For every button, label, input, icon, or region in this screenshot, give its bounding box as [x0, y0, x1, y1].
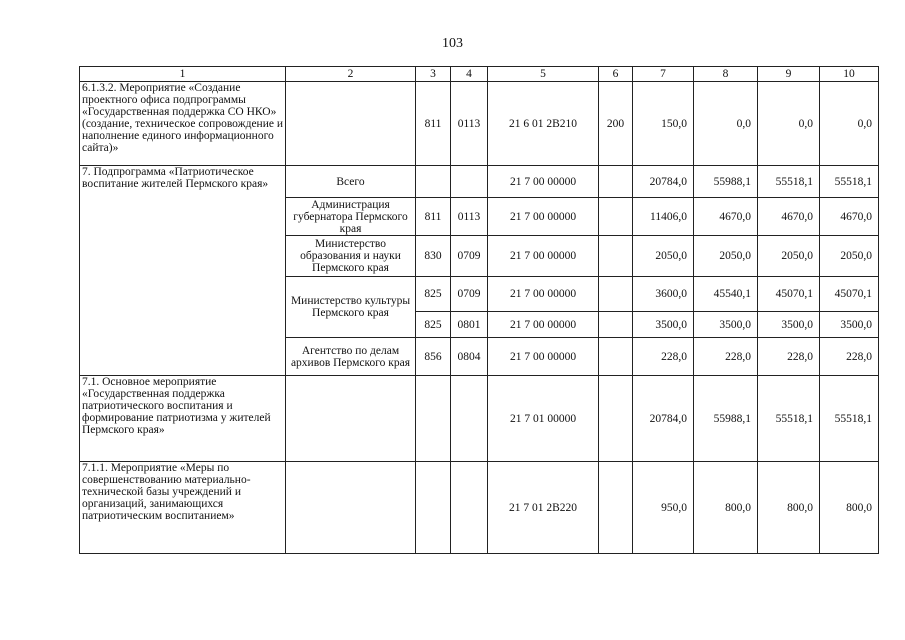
header-cell: 1	[80, 67, 286, 82]
code-cell: 811	[416, 82, 451, 166]
code-cell	[599, 198, 633, 236]
amount-cell: 228,0	[694, 338, 758, 376]
event-name-cell: 7.1. Основное мероприятие «Государственная поддержка патриотического воспитания и формирование патриотизма у жителей Пермского края»	[80, 376, 286, 462]
table-row	[80, 462, 879, 554]
administrator-cell	[286, 376, 416, 462]
code-cell: 0801	[451, 312, 488, 338]
amount-cell: 0,0	[694, 82, 758, 166]
code-cell: 21 7 01 00000	[488, 376, 599, 462]
code-cell	[599, 462, 633, 554]
header-cell: 6	[599, 67, 633, 82]
header-cell: 7	[633, 67, 694, 82]
code-cell: 21 7 00 00000	[488, 312, 599, 338]
amount-cell: 3500,0	[694, 312, 758, 338]
amount-cell: 0,0	[758, 82, 820, 166]
header-row	[80, 67, 879, 82]
amount-cell: 0,0	[820, 82, 879, 166]
code-cell: 856	[416, 338, 451, 376]
code-cell	[416, 462, 451, 554]
amount-cell: 3500,0	[633, 312, 694, 338]
header-cell: 2	[286, 67, 416, 82]
code-cell: 0113	[451, 198, 488, 236]
code-cell: 0113	[451, 82, 488, 166]
code-cell	[599, 376, 633, 462]
amount-cell: 55518,1	[820, 376, 879, 462]
header-cell: 8	[694, 67, 758, 82]
amount-cell: 45070,1	[820, 277, 879, 312]
code-cell: 21 7 00 00000	[488, 277, 599, 312]
code-cell: 825	[416, 277, 451, 312]
amount-cell: 11406,0	[633, 198, 694, 236]
code-cell: 21 7 00 00000	[488, 166, 599, 198]
header-cell: 10	[820, 67, 879, 82]
amount-cell: 150,0	[633, 82, 694, 166]
code-cell: 0709	[451, 236, 488, 277]
header-cell: 3	[416, 67, 451, 82]
code-cell	[599, 312, 633, 338]
event-name-cell: 6.1.3.2. Мероприятие «Создание проектного офиса подпрограммы «Государственная поддержка СО НКО» (создание, техническое сопровождение и наполнение единого информационного сайта)»	[80, 82, 286, 166]
amount-cell: 3500,0	[820, 312, 879, 338]
amount-cell: 950,0	[633, 462, 694, 554]
amount-cell: 800,0	[758, 462, 820, 554]
budget-table	[79, 66, 879, 554]
table-row	[80, 82, 879, 166]
code-cell: 811	[416, 198, 451, 236]
header-cell: 4	[451, 67, 488, 82]
administrator-cell: Министерство культуры Пермского края	[286, 277, 416, 338]
amount-cell: 45540,1	[694, 277, 758, 312]
code-cell: 200	[599, 82, 633, 166]
amount-cell: 20784,0	[633, 166, 694, 198]
page-number: 103	[442, 36, 463, 51]
code-cell	[451, 462, 488, 554]
administrator-cell	[286, 82, 416, 166]
administrator-cell: Администрация губернатора Пермского края	[286, 198, 416, 236]
amount-cell: 55518,1	[758, 376, 820, 462]
event-name-cell: 7.1.1. Мероприятие «Меры по совершенствованию материально-технической базы учреждений и организаций, занимающихся патриотическим воспитанием»	[80, 462, 286, 554]
amount-cell: 228,0	[820, 338, 879, 376]
header-cell: 9	[758, 67, 820, 82]
code-cell: 0804	[451, 338, 488, 376]
code-cell: 21 6 01 2В210	[488, 82, 599, 166]
amount-cell: 2050,0	[694, 236, 758, 277]
amount-cell: 20784,0	[633, 376, 694, 462]
code-cell: 21 7 00 00000	[488, 198, 599, 236]
code-cell	[599, 277, 633, 312]
amount-cell: 800,0	[820, 462, 879, 554]
administrator-cell: Министерство образования и науки Пермского края	[286, 236, 416, 277]
code-cell: 21 7 00 00000	[488, 338, 599, 376]
code-cell	[451, 376, 488, 462]
amount-cell: 3500,0	[758, 312, 820, 338]
amount-cell: 45070,1	[758, 277, 820, 312]
amount-cell: 228,0	[633, 338, 694, 376]
amount-cell: 55988,1	[694, 376, 758, 462]
event-name-cell: 7. Подпрограмма «Патриотическое воспитание жителей Пермского края»	[80, 166, 286, 376]
code-cell	[599, 338, 633, 376]
administrator-cell	[286, 462, 416, 554]
amount-cell: 55518,1	[758, 166, 820, 198]
code-cell	[451, 166, 488, 198]
code-cell: 0709	[451, 277, 488, 312]
code-cell: 825	[416, 312, 451, 338]
administrator-cell: Всего	[286, 166, 416, 198]
amount-cell: 4670,0	[694, 198, 758, 236]
code-cell	[599, 166, 633, 198]
code-cell: 21 7 00 00000	[488, 236, 599, 277]
amount-cell: 2050,0	[633, 236, 694, 277]
amount-cell: 2050,0	[758, 236, 820, 277]
administrator-cell: Агентство по делам архивов Пермского края	[286, 338, 416, 376]
table-row	[80, 376, 879, 462]
amount-cell: 3600,0	[633, 277, 694, 312]
amount-cell: 800,0	[694, 462, 758, 554]
header-cell: 5	[488, 67, 599, 82]
amount-cell: 4670,0	[758, 198, 820, 236]
code-cell	[599, 236, 633, 277]
code-cell	[416, 376, 451, 462]
amount-cell: 228,0	[758, 338, 820, 376]
code-cell: 830	[416, 236, 451, 277]
amount-cell: 2050,0	[820, 236, 879, 277]
code-cell: 21 7 01 2В220	[488, 462, 599, 554]
code-cell	[416, 166, 451, 198]
amount-cell: 4670,0	[820, 198, 879, 236]
amount-cell: 55988,1	[694, 166, 758, 198]
table-row	[80, 166, 879, 198]
amount-cell: 55518,1	[820, 166, 879, 198]
